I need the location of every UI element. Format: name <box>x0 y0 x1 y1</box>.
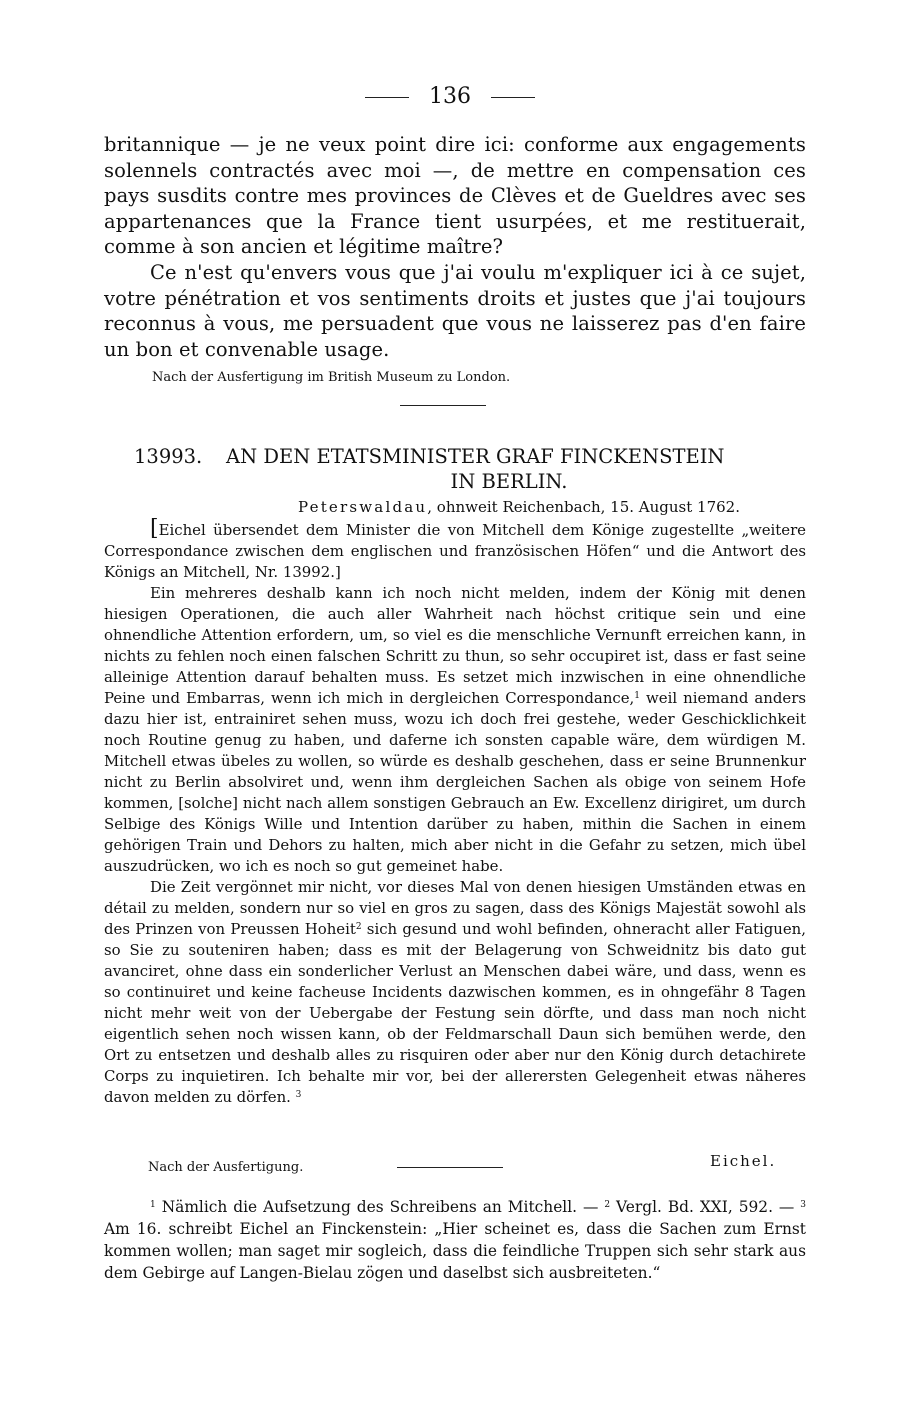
dateline-date: , ohnweit Reichenbach, 15. August 1762. <box>427 498 740 516</box>
lead-paragraph-2: Ce n'est qu'envers vous que j'ai voulu m'expliquer ici à ce sujet, votre pénétration et vos sentiments droits et justes que j'ai toujours reconnus à vous, me persuadent que vous ne laisserez pas d'en faire un bon et convenable usage. <box>104 260 806 361</box>
signature: Eichel. <box>710 1152 777 1170</box>
footnote-ref-2: 2 <box>355 922 362 932</box>
footnotes <box>104 1196 806 1284</box>
lead-paragraph-1: britannique — je ne veux point dire ici: conforme aux engagements solennels contractés avec moi —, de mettre en compensation ces pays susdits contre mes provinces de Clèves et de Gueldres avec ses appartenances que la France tient usurpées, et me restituerait, comme à son ancien et légitime maître? <box>104 133 806 259</box>
footnote-text <box>104 1196 806 1284</box>
body-paragraph-1 <box>104 583 806 877</box>
summary-bracket: [ <box>150 516 159 541</box>
footnote-marker-1: 1 <box>150 1200 156 1210</box>
source-note-2: Nach der Ausfertigung. <box>148 1160 304 1175</box>
source-note-1: Nach der Ausfertigung im British Museum zu London. <box>152 370 511 385</box>
continued-letter-text <box>104 132 806 362</box>
para2-text-b: sich gesund und wohl befinden, ohneracht aller Fatiguen, so Sie zu souteniren haben; dass es mit der Belagerung von Schweidnitz bis dato gut avanciret, ohne dass ein sonderlicher Verlust an Menschen dabei wäre, und dass, wenn es so continuiret und keine facheuse Incidents dazwischen kommen, es in ohngefähr 8 Tagen nicht mehr weit von der Uebergabe der Festung sein dörfte, und dass man noch nicht eigentlich sehen noch wissen kann, ob der Feldmarschall Daun sich bemühen werde, den Ort zu entsetzen und deshalb alles zu risquiren oder aber nur den König durch detachirete Corps zu inquietiren. Ich behalte mir vor, bei der allerersten Gelegenheit etwas näheres davon melden zu dörfen. <box>104 920 806 1106</box>
body-paragraph-2 <box>104 877 806 1108</box>
letter-title-line2: IN BERLIN. <box>450 470 568 493</box>
header-dash-right <box>491 97 535 98</box>
para2-text-a: Die Zeit vergönnet mir nicht, vor dieses Mal von denen hiesigen Umständen etwas en détail zu melden, sondern nur so viel en gros zu sagen, dass des Königs Majestät sowohl als des Prinzen von Preussen Hoheit <box>104 878 806 938</box>
editorial-summary <box>104 516 806 583</box>
footnote-2-text: Vergl. Bd. XXI, 592. — <box>610 1198 801 1216</box>
footnote-3-text: Am 16. schreibt Eichel an Finckenstein: „Hier scheinet es, dass die Sachen zum Ernst kommen wollen; man saget mir sogleich, dass die feindliche Truppen sich sehr stark aus dem Gebirge auf Langen-Bielau zögen und daselbst sich ausbreiteten.“ <box>104 1220 806 1282</box>
dateline <box>298 498 740 516</box>
footnote-ref-1: 1 <box>634 691 641 701</box>
para1-text-b: weil niemand anders dazu hier ist, entrainiret sehen muss, wozu ich doch frei gestehe, weder Geschicklichkeit noch Routine genug zu haben, und daferne ich sonsten capable wäre, dem würdigen M. Mitchell etwas übeles zu wollen, so würde es deshalb geschehen, dass er seine Brunnenkur nicht zu Berlin absolviret und, wenn ihm dergleichen Sachen als obige von seinem Hofe kommen, [solche] nicht nach allem sonstigen Gebrauch an Ew. Excellenz dirigiret, um durch Selbige des Königs Wille und Intention darüber zu haben, mithin die Sachen in einem gehörigen Train und Dehors zu halten, mich aber nicht in die Gefahr zu setzen, mich übel auszudrücken, wo ich es noch so gut gemeinet habe. <box>104 689 807 875</box>
para1-text-a: Ein mehreres deshalb kann ich noch nicht melden, indem der König mit denen hiesigen Operationen, die auch aller Wahrheit nach höchst critique sein und eine ohnendliche Attention erfordern, um, so viel es die menschliche Vernunft erreichen kann, in nichts zu fehlen noch einen falschen Schritt zu thun, so sehr occupiret ist, dass er fast seine alleinige Attention darauf behalten muss. Es setzet mich inzwischen in eine ohnendliche Peine und Embarras, wenn ich mich in dergleichen Correspondance, <box>104 584 806 707</box>
footnote-divider <box>397 1167 503 1168</box>
summary-text: Eichel übersendet dem Minister die von Mitchell dem Könige zugestellte „weitere Correspondance zwischen dem englischen und französischen Höfen“ und die Antwort des Königs an Mitchell, Nr. 13992.] <box>104 521 806 581</box>
letter-body <box>104 516 807 1108</box>
section-divider <box>400 405 486 406</box>
dateline-place: Peterswaldau <box>298 498 428 516</box>
letter-heading <box>134 444 794 494</box>
footnote-ref-3: 3 <box>295 1090 302 1100</box>
letter-number: 13993. <box>134 445 203 468</box>
footnote-marker-2: 2 <box>604 1200 611 1210</box>
footnote-1-text: Nämlich die Aufsetzung des Schreibens an Mitchell. — <box>155 1198 605 1216</box>
letter-title-line1: AN DEN ETATSMINISTER GRAF FINCKENSTEIN <box>226 445 725 468</box>
page-header <box>0 84 900 109</box>
footnote-marker-3: 3 <box>800 1200 806 1210</box>
header-dash-left <box>365 97 409 98</box>
page-number: 136 <box>429 84 471 109</box>
